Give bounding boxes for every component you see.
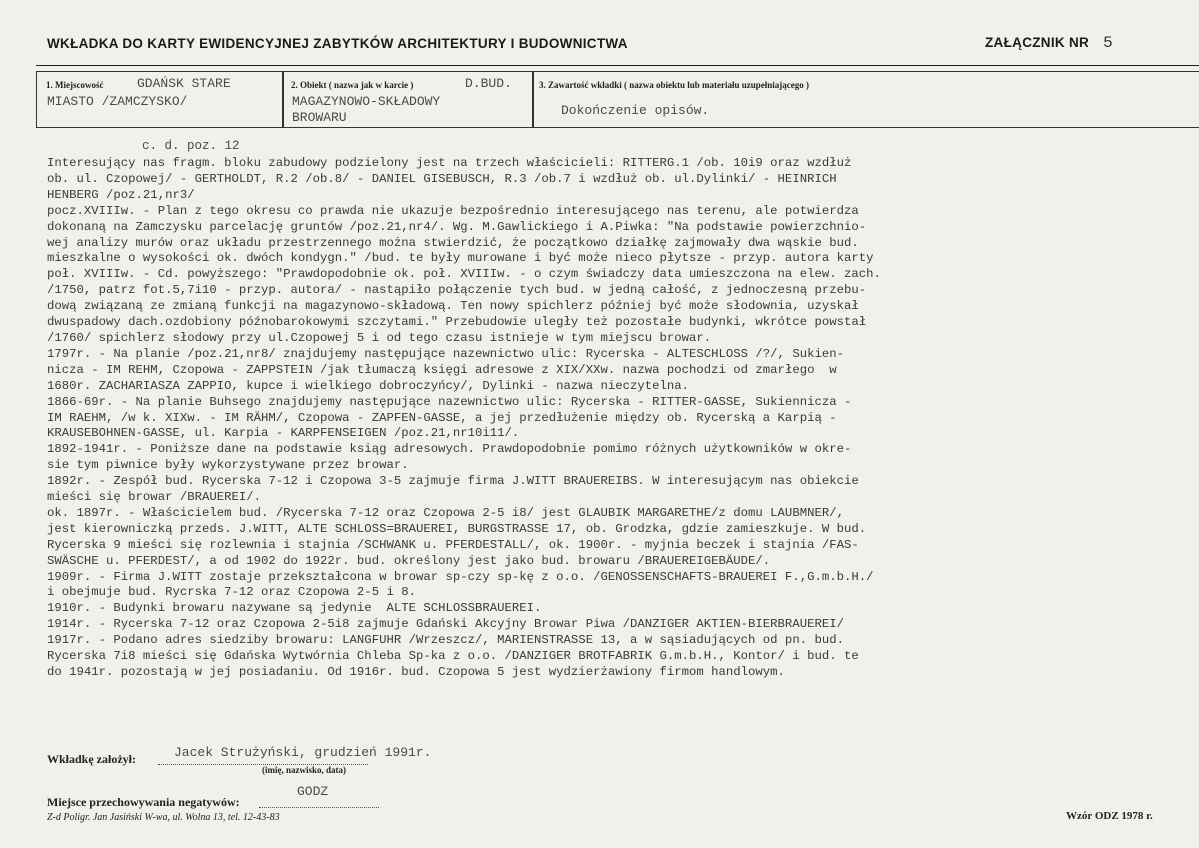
- body-line: i obejmuje bud. Rycrska 7-12 oraz Czopowa 2-5 i 8.: [47, 585, 416, 600]
- body-line: dokonaną na Zamczysku parcelację gruntów /poz.21,nr4/. Wg. M.Gawlickiego i A.Piwka: "Na podstawie powierzchnio-: [47, 219, 867, 234]
- form-version: Wzór ODZ 1978 r.: [1066, 810, 1153, 822]
- field-location-value-line2: MIASTO /ZAMCZYSKO/: [47, 94, 188, 109]
- body-line: KRAUSEBOHNEN-GASSE, ul. Karpia - KARPFENSEIGEN /poz.21,nr10i11/.: [47, 426, 520, 441]
- body-line: /1750, patrz fot.5,7i10 - przyp. autora/ - nastąpiło połączenie tych bud. w jedną całość, z jednoczesną przebu-: [47, 283, 867, 298]
- continuation-heading: c. d. poz. 12: [142, 139, 240, 153]
- body-line: Interesujący nas fragm. bloku zabudowy podzielony jest na trzech właścicieli: RITTERG.1 /ob. 10i9 oraz wzdłuż: [47, 156, 852, 170]
- body-line: sie tym piwnice były wykorzystywane przez browar.: [47, 458, 409, 473]
- body-line: Rycerska 7i8 mieści się Gdańska Wytwórnia Chleba Sp-ka z o.o. /DANZIGER BROTFABRIK G.m.b.H., Kontor/ i bud. te: [47, 649, 859, 664]
- field-location-value-line1: GDAŃSK STARE: [137, 76, 231, 91]
- body-line: nicza - IM REHM, Czopowa - ZAPPSTEIN /jak tłumaczą księgi adresowe z XIX/XXw. nazwa pochodzi od zmarłego w: [47, 362, 837, 377]
- field-object-value-line3: BROWARU: [292, 110, 347, 125]
- field-object-value-line1: D.BUD.: [465, 76, 512, 91]
- body-line: 1909r. - Firma J.WITT zostaje przekształcona w browar sp-czy sp-kę z o.o. /GENOSSENSCHAFTS-BRAUEREI F.,G.m.b.H./: [47, 569, 874, 584]
- body-line: mieści się browar /BRAUEREI/.: [47, 490, 262, 505]
- body-line: ok. 1897r. - Właścicielem bud. /Rycerska 7-12 oraz Czopowa 2-5 i8/ jest GLAUBIK MARGARETHE/z domu LAUBMNER/,: [47, 505, 844, 520]
- body-line: dwuspadowy dach.ozdobiony późnobarokowymi szczytami." Przebudowie uległy też pozostałe budynki, wkrótce powstał: [47, 315, 867, 330]
- body-line: 1866-69r. - Na planie Buhsego znajdujemy następujące nazewnictwo ulic: Rycerska - RITTER-GASSE, Sukiennicza -: [47, 394, 852, 409]
- printer-imprint: Z-d Poligr. Jan Jasiński W-wa, ul. Wolna 13, tel. 12-43-83: [47, 812, 280, 823]
- negatives-location-label: Miejsce przechowywania negatywów:: [47, 795, 240, 809]
- negatives-location-value: GODZ: [297, 784, 329, 799]
- body-line: jest kierowniczką przeds. J.WITT, ALTE SCHLOSS=BRAUEREI, BURGSTRASSE 17, ob. Grodzka, gdzie zamieszkuje. W bud.: [47, 521, 867, 536]
- body-line: Rycerska 9 mieści się rozlewnia i stajnia /SCHWANK u. PFERDESTALL/, ok. 1900r. - myjnia beczek i stajnia /FAS-: [47, 537, 859, 552]
- body-line: /1760/ spichlerz słodowy przy ul.Czopowej 5 i od tego czasu istnieje w tym miejscu browar.: [47, 330, 712, 345]
- negatives-dotted-line: [259, 807, 379, 808]
- body-line: 1892-1941r. - Poniższe dane na podstawie ksiąg adresowych. Prawdopodobnie pomimo różnych użytkowników w okre-: [47, 442, 852, 457]
- attachment-number: 5: [1103, 34, 1113, 52]
- body-line: pocz.XVIIIw. - Plan z tego okresu co prawda nie ukazuje bezpośrednio interesującego nas terenu, ale potwierdza: [47, 203, 859, 218]
- field-object-value-line2: MAGAZYNOWO-SKŁADOWY: [292, 94, 441, 109]
- body-line: poł. XVIIIw. - Cd. powyższego: "Prawdopodobnie ok. poł. XVIIIw. - o czym świadczy data umieszczona na elew. zach.: [47, 267, 881, 282]
- body-line: 1914r. - Rycerska 7-12 oraz Czopowa 2-5i8 zajmuje Gdański Akcyjny Browar Piwa /DANZIGER AKTIEN-BIERBRAUEREI/: [47, 617, 844, 632]
- created-by-value: Jacek Strużyński, grudzień 1991r.: [174, 745, 432, 760]
- body-line: wej analizy murów oraz układu przestrzennego można stwierdzić, że początkowo działkę zajmowały dwa wąskie bud.: [47, 235, 859, 250]
- body-line: 1680r. ZACHARIASZA ZAPPIO, kupce i wielkiego dobroczyńcy/, Dylinki - nazwa nieczytelna.: [47, 378, 690, 393]
- created-by-hint: (imię, nazwisko, data): [262, 765, 346, 775]
- body-line: dową związaną ze zmianą funkcji na magazynowo-składową. Ten nowy spichlerz później być może słodownia, uzyskał: [47, 299, 859, 314]
- body-line: 1892r. - Zespół bud. Rycerska 7-12 i Czopowa 3-5 zajmuje firma J.WITT BRAUEREIBS. W interesującym nas obiekcie: [47, 474, 859, 489]
- field-contents-label: 3. Zawartość wkładki ( nazwa obiektu lub materiału uzupełniającego ): [539, 80, 810, 90]
- body-line: HENBERG /poz.21,nr3/: [47, 187, 195, 202]
- field-location-label: 1. Miejscowość: [46, 80, 104, 90]
- body-line: SWÄSCHE u. PFERDEST/, a od 1902 do 1922r. bud. określony jest jako bud. browaru /BRAUEREIGEBÄUDE/.: [47, 553, 771, 568]
- header-rule: [36, 65, 1199, 66]
- card-title: WKŁADKA DO KARTY EWIDENCYJNEJ ZABYTKÓW ARCHITEKTURY I BUDOWNICTWA: [47, 36, 628, 51]
- body-line: 1797r. - Na planie /poz.21,nr8/ znajdujemy następujące nazewnictwo ulic: Rycerska - ALTESCHLOSS /?/, Sukien-: [47, 346, 844, 361]
- body-line: mieszkalne o wysokości ok. dwóch kondygn." /bud. te były murowane i być może nieco płytsze - przyp. autora karty: [47, 251, 874, 266]
- field-contents-value: Dokończenie opisów.: [561, 103, 710, 118]
- body-line: 1910r. - Budynki browaru nazywane są jedynie ALTE SCHLOSSBRAUEREI.: [47, 601, 542, 616]
- body-line: IM RAEHM, /w k. XIXw. - IM RÄHM/, Czopowa - ZAPFEN-GASSE, a jej przedłużenie między ob. Rycerską a Karpią -: [47, 410, 837, 425]
- field-object-label: 2. Obiekt ( nazwa jak w karcie ): [291, 80, 414, 90]
- attachment-label: [985, 34, 1113, 52]
- description-body: [47, 156, 1199, 681]
- body-line: ob. ul. Czopowej/ - GERTHOLDT, R.2 /ob.8/ - DANIEL GISEBUSCH, R.3 /ob.7 i wzdłuż ob. ul.Dylinki/ - HEINRICH: [47, 171, 837, 186]
- body-line: do 1941r. pozostają w jej posiadaniu. Od 1916r. bud. Czopowa 5 jest wydzierżawiony firmom handlowym.: [47, 665, 785, 679]
- attachment-label-text: ZAŁĄCZNIK NR: [985, 35, 1090, 50]
- created-by-label: Wkładkę założył:: [47, 752, 136, 766]
- body-line: 1917r. - Podano adres siedziby browaru: LANGFUHR /Wrzeszcz/, MARIENSTRASSE 13, a w sąsiadujących od pn. bud.: [47, 633, 844, 648]
